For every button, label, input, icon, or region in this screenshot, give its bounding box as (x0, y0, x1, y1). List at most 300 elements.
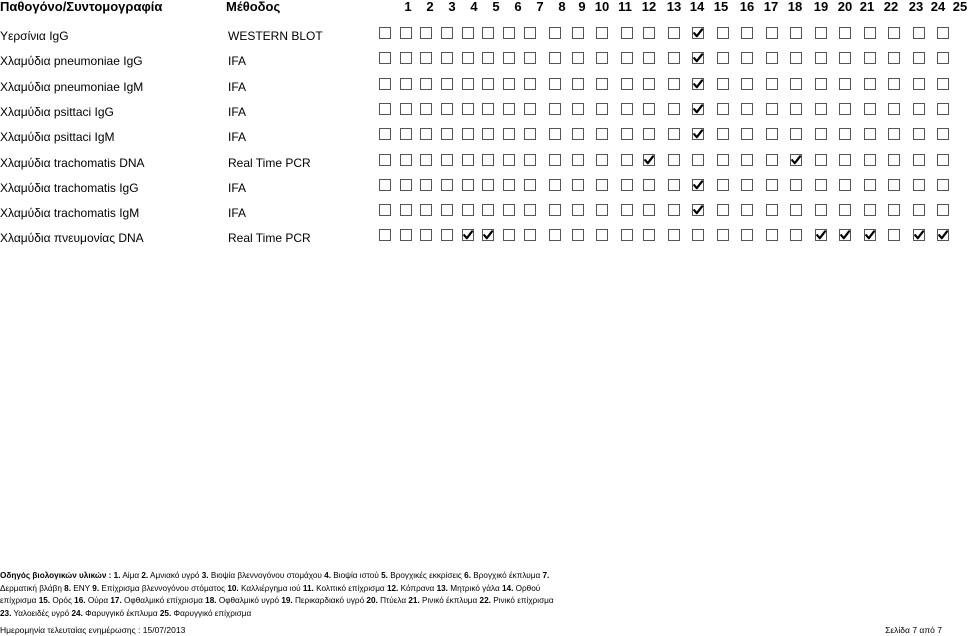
checkbox-12[interactable] (621, 229, 633, 241)
checkbox-8[interactable] (524, 103, 536, 115)
header-number-17: 17 (763, 0, 779, 14)
checkbox-5[interactable] (462, 204, 474, 216)
checkbox-20[interactable] (815, 154, 827, 166)
legend-text: Κόπρανα (400, 583, 435, 593)
checkbox-3[interactable] (420, 179, 432, 191)
checkbox-3[interactable] (420, 128, 432, 140)
checkbox-16[interactable] (717, 128, 729, 140)
checkbox-7[interactable] (503, 78, 515, 90)
checkbox-7[interactable] (503, 103, 515, 115)
checkbox-7[interactable] (503, 229, 515, 241)
checkbox-17[interactable] (741, 179, 753, 191)
table-row (0, 27, 960, 47)
checkbox-21[interactable] (839, 204, 851, 216)
checkbox-1[interactable] (379, 27, 391, 39)
checkbox-10[interactable] (572, 27, 584, 39)
checkbox-2[interactable] (400, 128, 412, 140)
header-number-16: 16 (739, 0, 755, 14)
header-number-13: 13 (666, 0, 682, 14)
checkbox-1[interactable] (379, 229, 391, 241)
legend-number: 14. (501, 583, 514, 593)
header-pathogen: Παθογόνο/Συντομογραφία (0, 0, 163, 14)
header-number-8: 8 (558, 0, 566, 14)
legend-number: 4. (324, 571, 332, 580)
checkbox-16[interactable] (717, 78, 729, 90)
legend-text: Αμνιακό υγρό (150, 571, 200, 580)
checkbox-7[interactable] (503, 179, 515, 191)
checked-box-15[interactable] (692, 78, 704, 90)
checkbox-21[interactable] (839, 52, 851, 64)
checkbox-9[interactable] (549, 103, 561, 115)
header-number-20: 20 (837, 0, 853, 14)
legend-text: Περικαρδιακό υγρό (294, 596, 365, 606)
checkbox-14[interactable] (668, 204, 680, 216)
checkbox-4[interactable] (441, 128, 453, 140)
checkbox-2[interactable] (400, 103, 412, 115)
checkbox-1[interactable] (379, 52, 391, 64)
checkbox-6[interactable] (482, 78, 494, 90)
checkbox-17[interactable] (741, 78, 753, 90)
checkbox-16[interactable] (717, 179, 729, 191)
checkbox-20[interactable] (815, 52, 827, 64)
checkbox-3[interactable] (420, 204, 432, 216)
table-row (0, 128, 960, 148)
checkbox-5[interactable] (462, 78, 474, 90)
header-number-15: 15 (713, 0, 729, 14)
header-number-1: 1 (404, 0, 412, 14)
checkbox-6[interactable] (482, 52, 494, 64)
legend-text: Ορός (52, 596, 72, 606)
checkbox-19[interactable] (790, 229, 802, 241)
checkbox-18[interactable] (766, 52, 778, 64)
checkbox-21[interactable] (839, 154, 851, 166)
checkbox-23[interactable] (888, 204, 900, 216)
checkbox-21[interactable] (839, 179, 851, 191)
checkbox-8[interactable] (524, 179, 536, 191)
checkbox-6[interactable] (482, 128, 494, 140)
checkbox-24[interactable] (913, 154, 925, 166)
checkbox-20[interactable] (815, 27, 827, 39)
checkbox-11[interactable] (596, 229, 608, 241)
checkbox-11[interactable] (596, 179, 608, 191)
checkbox-4[interactable] (441, 229, 453, 241)
legend-text: Ούρα (87, 596, 109, 606)
legend-number: 10. (227, 583, 239, 593)
checkbox-16[interactable] (717, 229, 729, 241)
checkbox-17[interactable] (741, 128, 753, 140)
checkbox-9[interactable] (549, 27, 561, 39)
pathogen-name: Χλαμύδια pneumoniae IgG (0, 54, 143, 69)
checkbox-9[interactable] (549, 128, 561, 140)
table-row (0, 78, 960, 98)
checkbox-3[interactable] (420, 103, 432, 115)
header-number-24: 24 (930, 0, 946, 14)
pathogen-name: Χλαμύδια psittaci IgM (0, 130, 115, 145)
checkbox-23[interactable] (888, 229, 900, 241)
header-number-3: 3 (448, 0, 456, 14)
checkbox-15[interactable] (692, 229, 704, 241)
checkbox-2[interactable] (400, 154, 412, 166)
checkbox-5[interactable] (462, 128, 474, 140)
checkbox-13[interactable] (643, 229, 655, 241)
checkbox-22[interactable] (864, 78, 876, 90)
checkbox-19[interactable] (790, 103, 802, 115)
checkbox-14[interactable] (668, 103, 680, 115)
checkbox-4[interactable] (441, 103, 453, 115)
checkbox-16[interactable] (717, 52, 729, 64)
checked-box-15[interactable] (692, 27, 704, 39)
checkbox-8[interactable] (524, 27, 536, 39)
checkbox-9[interactable] (549, 204, 561, 216)
legend-number: 16. (74, 596, 86, 606)
checkbox-9[interactable] (549, 229, 561, 241)
checkbox-22[interactable] (864, 204, 876, 216)
checked-box-13[interactable] (643, 154, 655, 166)
checkbox-2[interactable] (400, 78, 412, 90)
checkbox-17[interactable] (741, 103, 753, 115)
checkbox-25[interactable] (937, 204, 949, 216)
checkbox-22[interactable] (864, 52, 876, 64)
checkbox-13[interactable] (643, 179, 655, 191)
checkbox-1[interactable] (379, 154, 391, 166)
checkbox-3[interactable] (420, 78, 432, 90)
checkbox-23[interactable] (888, 52, 900, 64)
checkbox-11[interactable] (596, 52, 608, 64)
legend-text: Ορθού επίχρισμα (0, 583, 541, 606)
checkbox-5[interactable] (462, 27, 474, 39)
materials-legend (0, 570, 560, 620)
checkbox-14[interactable] (668, 78, 680, 90)
checkbox-9[interactable] (549, 78, 561, 90)
header-number-14: 14 (689, 0, 705, 14)
checkbox-4[interactable] (441, 204, 453, 216)
legend-text: Βιοψία ιστού (333, 571, 379, 580)
checkbox-8[interactable] (524, 229, 536, 241)
checked-box-6[interactable] (482, 229, 494, 241)
legend-number: 19. (281, 596, 293, 606)
checked-box-15[interactable] (692, 52, 704, 64)
checkbox-20[interactable] (815, 78, 827, 90)
checkbox-3[interactable] (420, 27, 432, 39)
checkbox-10[interactable] (572, 52, 584, 64)
legend-text: Υαλοειδές υγρό (13, 608, 70, 618)
checkbox-16[interactable] (717, 103, 729, 115)
legend-number: 21. (408, 596, 420, 606)
checkbox-12[interactable] (621, 128, 633, 140)
checkbox-19[interactable] (790, 52, 802, 64)
legend-number: 18. (205, 596, 217, 606)
checkbox-13[interactable] (643, 128, 655, 140)
checkbox-9[interactable] (549, 52, 561, 64)
checkbox-17[interactable] (741, 27, 753, 39)
checkbox-18[interactable] (766, 78, 778, 90)
checkbox-9[interactable] (549, 154, 561, 166)
checkbox-8[interactable] (524, 52, 536, 64)
checkbox-17[interactable] (741, 52, 753, 64)
checkbox-13[interactable] (643, 204, 655, 216)
checkbox-17[interactable] (741, 154, 753, 166)
checkbox-1[interactable] (379, 204, 391, 216)
checkbox-24[interactable] (913, 52, 925, 64)
checked-box-15[interactable] (692, 128, 704, 140)
checkbox-11[interactable] (596, 78, 608, 90)
checkbox-25[interactable] (937, 52, 949, 64)
checkbox-19[interactable] (790, 128, 802, 140)
checkbox-5[interactable] (462, 103, 474, 115)
header-number-12: 12 (641, 0, 657, 14)
checkbox-8[interactable] (524, 128, 536, 140)
checkbox-13[interactable] (643, 27, 655, 39)
checkbox-7[interactable] (503, 154, 515, 166)
checkbox-11[interactable] (596, 128, 608, 140)
checkbox-2[interactable] (400, 229, 412, 241)
checkbox-6[interactable] (482, 27, 494, 39)
checkbox-11[interactable] (596, 27, 608, 39)
checkbox-4[interactable] (441, 27, 453, 39)
checkbox-11[interactable] (596, 204, 608, 216)
checkbox-23[interactable] (888, 103, 900, 115)
checkbox-24[interactable] (913, 128, 925, 140)
checkbox-20[interactable] (815, 204, 827, 216)
legend-number: 12. (386, 583, 399, 593)
checkbox-1[interactable] (379, 103, 391, 115)
checkbox-1[interactable] (379, 179, 391, 191)
checkbox-19[interactable] (790, 179, 802, 191)
checkbox-19[interactable] (790, 27, 802, 39)
checkbox-18[interactable] (766, 229, 778, 241)
legend-number: 25. (159, 608, 172, 618)
legend-text: Βρογχικές εκκρίσεις (390, 571, 462, 580)
legend-text: Βιοψία βλεννογόνου στομάχου (210, 571, 322, 580)
header-number-2: 2 (426, 0, 434, 14)
checkbox-21[interactable] (839, 103, 851, 115)
checkbox-14[interactable] (668, 27, 680, 39)
header-number-6: 6 (514, 0, 522, 14)
checkbox-7[interactable] (503, 52, 515, 64)
checkbox-3[interactable] (420, 52, 432, 64)
checkbox-7[interactable] (503, 204, 515, 216)
legend-text: Μητρικό γάλα (450, 583, 500, 593)
table-row (0, 154, 960, 174)
method-name: Real Time PCR (228, 231, 311, 246)
checkbox-12[interactable] (621, 204, 633, 216)
header-number-10: 10 (594, 0, 610, 14)
checkbox-20[interactable] (815, 128, 827, 140)
checkbox-23[interactable] (888, 78, 900, 90)
checkbox-12[interactable] (621, 154, 633, 166)
checkbox-24[interactable] (913, 78, 925, 90)
checkbox-18[interactable] (766, 179, 778, 191)
checkbox-25[interactable] (937, 27, 949, 39)
checkbox-18[interactable] (766, 204, 778, 216)
checkbox-4[interactable] (441, 179, 453, 191)
header-number-11: 11 (618, 0, 632, 14)
checkbox-9[interactable] (549, 179, 561, 191)
checkbox-3[interactable] (420, 229, 432, 241)
checked-box-25[interactable] (937, 229, 949, 241)
checkbox-4[interactable] (441, 78, 453, 90)
checkbox-4[interactable] (441, 154, 453, 166)
checkbox-3[interactable] (420, 154, 432, 166)
table-row (0, 204, 960, 224)
checkbox-22[interactable] (864, 27, 876, 39)
pathogen-name: Χλαμύδια trachomatis IgM (0, 206, 140, 221)
checkbox-23[interactable] (888, 27, 900, 39)
header-number-25: 25 (952, 0, 968, 14)
checkbox-12[interactable] (621, 179, 633, 191)
legend-text: Κολπικό επίχρισμα (316, 583, 385, 593)
checkbox-14[interactable] (668, 128, 680, 140)
legend-number: 23. (0, 608, 12, 618)
checkbox-13[interactable] (643, 52, 655, 64)
checkbox-8[interactable] (524, 204, 536, 216)
checkbox-18[interactable] (766, 103, 778, 115)
legend-number: 11. (302, 583, 314, 593)
checkbox-19[interactable] (790, 204, 802, 216)
checkbox-5[interactable] (462, 52, 474, 64)
checkbox-7[interactable] (503, 128, 515, 140)
checkbox-16[interactable] (717, 154, 729, 166)
checkbox-6[interactable] (482, 154, 494, 166)
checkbox-5[interactable] (462, 179, 474, 191)
checkbox-10[interactable] (572, 229, 584, 241)
checkbox-8[interactable] (524, 154, 536, 166)
checkbox-2[interactable] (400, 52, 412, 64)
legend-number: 17. (110, 596, 122, 606)
checkbox-21[interactable] (839, 27, 851, 39)
legend-text: ΕΝΥ (73, 583, 90, 593)
legend-text: Φαρυγγικό έκπλυμα (85, 608, 158, 618)
checkbox-12[interactable] (621, 103, 633, 115)
checkbox-10[interactable] (572, 103, 584, 115)
checkbox-6[interactable] (482, 103, 494, 115)
method-name: IFA (228, 180, 247, 195)
pathogen-name: Χλαμύδια pneumoniae IgM (0, 79, 144, 94)
checkbox-24[interactable] (913, 103, 925, 115)
checkbox-15[interactable] (692, 154, 704, 166)
checkbox-25[interactable] (937, 78, 949, 90)
checkbox-11[interactable] (596, 103, 608, 115)
checkbox-22[interactable] (864, 179, 876, 191)
checkbox-25[interactable] (937, 154, 949, 166)
checked-box-15[interactable] (692, 204, 704, 216)
checkbox-10[interactable] (572, 154, 584, 166)
checkbox-4[interactable] (441, 52, 453, 64)
header-number-9: 9 (578, 0, 586, 14)
checkbox-5[interactable] (462, 154, 474, 166)
checkbox-13[interactable] (643, 103, 655, 115)
checked-box-15[interactable] (692, 179, 704, 191)
checkbox-2[interactable] (400, 204, 412, 216)
checkbox-16[interactable] (717, 27, 729, 39)
checkbox-18[interactable] (766, 154, 778, 166)
legend-number: 7. (542, 571, 550, 580)
legend-text: Αίμα (122, 571, 140, 580)
checked-box-15[interactable] (692, 103, 704, 115)
checkbox-23[interactable] (888, 154, 900, 166)
checkbox-10[interactable] (572, 179, 584, 191)
checkbox-10[interactable] (572, 128, 584, 140)
pathogen-name: Χλαμύδια psittaci IgG (0, 104, 114, 119)
legend-number: 8. (64, 583, 72, 593)
checkbox-20[interactable] (815, 179, 827, 191)
checked-box-22[interactable] (864, 229, 876, 241)
checkbox-10[interactable] (572, 204, 584, 216)
checked-box-21[interactable] (839, 229, 851, 241)
checkbox-19[interactable] (790, 78, 802, 90)
checkbox-12[interactable] (621, 52, 633, 64)
legend-text: Δερματική βλάβη (0, 583, 62, 593)
checkbox-8[interactable] (524, 78, 536, 90)
checkbox-22[interactable] (864, 154, 876, 166)
checkbox-6[interactable] (482, 179, 494, 191)
checkbox-16[interactable] (717, 204, 729, 216)
checkbox-1[interactable] (379, 78, 391, 90)
checkbox-24[interactable] (913, 204, 925, 216)
checkbox-24[interactable] (913, 27, 925, 39)
checkbox-14[interactable] (668, 52, 680, 64)
table-row (0, 52, 960, 72)
checkbox-14[interactable] (668, 229, 680, 241)
checked-box-20[interactable] (815, 229, 827, 241)
checkbox-11[interactable] (596, 154, 608, 166)
checkbox-17[interactable] (741, 229, 753, 241)
checkbox-1[interactable] (379, 128, 391, 140)
checkbox-18[interactable] (766, 27, 778, 39)
method-name: IFA (228, 130, 247, 145)
header-number-18: 18 (787, 0, 803, 14)
checkbox-21[interactable] (839, 78, 851, 90)
checked-box-5[interactable] (462, 229, 474, 241)
header-number-19: 19 (813, 0, 829, 14)
checkbox-21[interactable] (839, 128, 851, 140)
checkbox-2[interactable] (400, 27, 412, 39)
checkbox-12[interactable] (621, 78, 633, 90)
checkbox-22[interactable] (864, 103, 876, 115)
page-number: Σελίδα 7 από 7 (885, 625, 942, 635)
checkbox-14[interactable] (668, 154, 680, 166)
checkbox-7[interactable] (503, 27, 515, 39)
checked-box-19[interactable] (790, 154, 802, 166)
checkbox-13[interactable] (643, 78, 655, 90)
legend-number: 1. (113, 571, 121, 580)
checkbox-24[interactable] (913, 179, 925, 191)
table-row (0, 229, 960, 249)
checkbox-14[interactable] (668, 179, 680, 191)
legend-number: 13. (436, 583, 448, 593)
method-name: IFA (228, 79, 247, 94)
table-row (0, 179, 960, 199)
checkbox-20[interactable] (815, 103, 827, 115)
checkbox-25[interactable] (937, 179, 949, 191)
checkbox-23[interactable] (888, 128, 900, 140)
checkbox-12[interactable] (621, 27, 633, 39)
checkbox-22[interactable] (864, 128, 876, 140)
checkbox-6[interactable] (482, 204, 494, 216)
checkbox-2[interactable] (400, 179, 412, 191)
checkbox-17[interactable] (741, 204, 753, 216)
checkbox-25[interactable] (937, 103, 949, 115)
legend-text: Βρογχικό έκπλυμα (473, 571, 541, 580)
checked-box-24[interactable] (913, 229, 925, 241)
legend-number: 24. (71, 608, 83, 618)
checkbox-25[interactable] (937, 128, 949, 140)
checkbox-23[interactable] (888, 179, 900, 191)
header-number-21: 21 (859, 0, 875, 14)
checkbox-18[interactable] (766, 128, 778, 140)
last-update: Ημερομηνία τελευταίας ενημέρωσης : 15/07/2013 (0, 625, 186, 635)
checkbox-10[interactable] (572, 78, 584, 90)
